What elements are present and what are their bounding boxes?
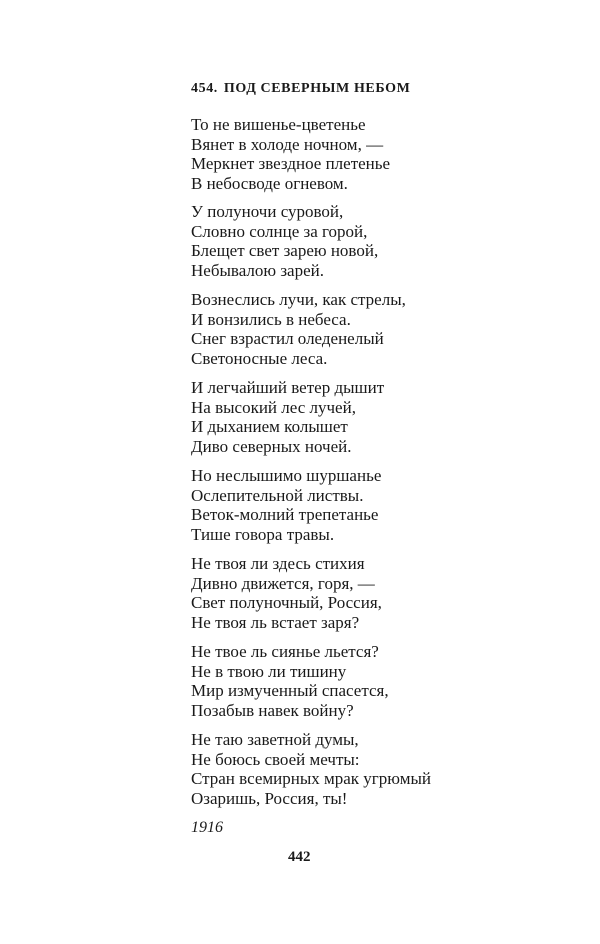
- stanza-1: [191, 115, 390, 193]
- poem-line: Не твоя ль встает заря?: [191, 612, 360, 632]
- poem-line: То не вишенье-цветенье: [191, 115, 366, 134]
- poem-line: Веток-молний трепетанье: [191, 505, 379, 524]
- poem-line: Тише говора травы.: [191, 524, 335, 544]
- poem-title: [191, 81, 410, 97]
- stanza-6: [191, 554, 382, 632]
- stanza-3: [191, 290, 406, 368]
- poem-line: Мир измученный спасется,: [191, 681, 389, 700]
- poem-line: В небосводе огневом.: [191, 173, 348, 193]
- poem-line: Не твое ль сиянье льется?: [191, 642, 379, 661]
- poem-line: Блещет свет зарею новой,: [191, 241, 379, 260]
- poem-line: И вонзились в небеса.: [191, 309, 351, 329]
- poem-date: 1916: [191, 819, 223, 836]
- poem-line: На высокий лес лучей,: [191, 397, 356, 417]
- poem-line: Вянет в холоде ночном, —: [191, 134, 384, 154]
- poem-line: Озаришь, Россия, ты!: [191, 788, 348, 808]
- poem-line: Словно солнце за горой,: [191, 221, 368, 241]
- poem-line: Свет полуночный, Россия,: [191, 593, 382, 612]
- poem-line: Не в твою ли тишину: [191, 661, 347, 681]
- poem-line: Снег взрастил оледенелый: [191, 329, 384, 348]
- poem-line: Меркнет звездное плетенье: [191, 154, 391, 173]
- poem-number: 454.: [191, 81, 218, 96]
- poem-line: Диво северных ночей.: [191, 436, 352, 456]
- poem-line: И дыханием колышет: [191, 417, 348, 436]
- poem-line: У полуночи суровой,: [191, 202, 344, 221]
- poem-line: Не таю заветной думы,: [191, 730, 359, 749]
- poem-line: Небывалою зарей.: [191, 260, 324, 280]
- stanza-7: [191, 642, 389, 720]
- stanza-4: [191, 378, 384, 456]
- poem-line: Не боюсь своей мечты:: [191, 749, 360, 769]
- poem-line: Дивно движется, горя, —: [191, 573, 375, 593]
- poem-line: Вознеслись лучи, как стрелы,: [191, 290, 406, 309]
- poem-line: Но неслышимо шуршанье: [191, 466, 382, 485]
- poem-line: Ослепительной листвы.: [191, 485, 364, 505]
- poem-line: Не твоя ли здесь стихия: [191, 554, 365, 573]
- poem-line: Позабыв навек войну?: [191, 700, 354, 720]
- stanza-2: [191, 202, 378, 280]
- poem-title-text: ПОД СЕВЕРНЫМ НЕБОМ: [223, 81, 411, 96]
- stanza-5: [191, 466, 381, 544]
- poem-line: Светоносные леса.: [191, 348, 328, 368]
- poem-line: И легчайший ветер дышит: [191, 378, 385, 397]
- page-number: 442: [288, 849, 311, 865]
- poem-line: Стран всемирных мрак угрюмый: [191, 769, 432, 788]
- stanza-8: [191, 730, 431, 808]
